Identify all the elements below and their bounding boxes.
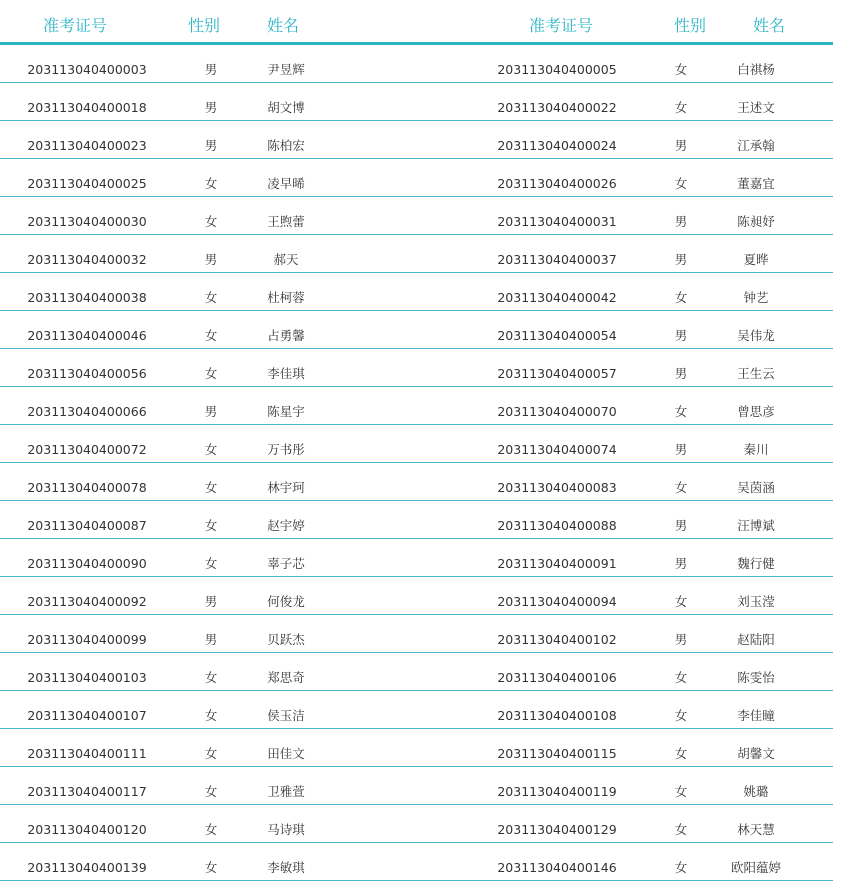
right-gender-cell: 男 bbox=[674, 556, 688, 571]
table-row bbox=[0, 501, 842, 539]
right-exam-id-cell: 203113040400108 bbox=[497, 708, 617, 723]
left-gender-cell: 男 bbox=[204, 100, 218, 115]
right-name-cell: 白祺杨 bbox=[737, 62, 775, 77]
right-name-cell: 夏晔 bbox=[743, 252, 769, 267]
left-name-cell: 李敏琪 bbox=[267, 860, 305, 875]
left-name-cell: 郝天 bbox=[273, 252, 299, 267]
table-row bbox=[0, 311, 842, 349]
right-gender-cell: 女 bbox=[674, 480, 688, 495]
table-row bbox=[0, 121, 842, 159]
left-exam-id-cell: 203113040400078 bbox=[27, 480, 147, 495]
left-gender-cell: 女 bbox=[204, 366, 218, 381]
right-name-cell: 江承翰 bbox=[737, 138, 775, 153]
right-exam-id-cell: 203113040400106 bbox=[497, 670, 617, 685]
right-name-cell: 陈雯怡 bbox=[737, 670, 775, 685]
right-gender-cell: 女 bbox=[674, 708, 688, 723]
right-name-cell: 林天慧 bbox=[737, 822, 775, 837]
right-name-cell: 董嘉宜 bbox=[737, 176, 775, 191]
right-exam-id-cell: 203113040400057 bbox=[497, 366, 617, 381]
right-name-cell: 欧阳蕴婷 bbox=[730, 860, 782, 875]
table-row bbox=[0, 691, 842, 729]
left-exam-id-cell: 203113040400038 bbox=[27, 290, 147, 305]
right-exam-id-cell: 203113040400129 bbox=[497, 822, 617, 837]
table-row bbox=[0, 615, 842, 653]
right-exam-id-cell: 203113040400088 bbox=[497, 518, 617, 533]
right-gender-cell: 男 bbox=[674, 632, 688, 647]
left-name-cell: 卫雅萱 bbox=[267, 784, 305, 799]
left-gender-cell: 女 bbox=[204, 290, 218, 305]
left-name-cell: 李佳琪 bbox=[267, 366, 305, 381]
left-name-cell: 陈柏宏 bbox=[267, 138, 305, 153]
left-exam-id-cell: 203113040400090 bbox=[27, 556, 147, 571]
table-row bbox=[0, 235, 842, 273]
right-name-cell: 赵陆阳 bbox=[737, 632, 775, 647]
left-name-cell: 郑思奇 bbox=[267, 670, 305, 685]
header-right-gender: 性别 bbox=[673, 16, 707, 35]
left-name-cell: 杜柯蓉 bbox=[267, 290, 305, 305]
left-gender-cell: 女 bbox=[204, 328, 218, 343]
left-exam-id-cell: 203113040400072 bbox=[27, 442, 147, 457]
left-gender-cell: 女 bbox=[204, 556, 218, 571]
right-name-cell: 刘玉滢 bbox=[737, 594, 775, 609]
right-exam-id-cell: 203113040400119 bbox=[497, 784, 617, 799]
right-name-cell: 陈昶妤 bbox=[737, 214, 775, 229]
right-exam-id-cell: 203113040400146 bbox=[497, 860, 617, 875]
left-exam-id-cell: 203113040400111 bbox=[27, 746, 147, 761]
left-exam-id-cell: 203113040400023 bbox=[27, 138, 147, 153]
right-gender-cell: 男 bbox=[674, 138, 688, 153]
table-header bbox=[0, 0, 842, 42]
left-gender-cell: 男 bbox=[204, 62, 218, 77]
left-gender-cell: 女 bbox=[204, 518, 218, 533]
left-gender-cell: 女 bbox=[204, 480, 218, 495]
left-gender-cell: 男 bbox=[204, 252, 218, 267]
table-row bbox=[0, 45, 842, 83]
table-row bbox=[0, 539, 842, 577]
left-gender-cell: 女 bbox=[204, 746, 218, 761]
left-name-cell: 王煦蕾 bbox=[267, 214, 305, 229]
header-right-name: 姓名 bbox=[752, 16, 786, 35]
right-gender-cell: 女 bbox=[674, 746, 688, 761]
right-name-cell: 钟艺 bbox=[743, 290, 769, 305]
left-name-cell: 林宇珂 bbox=[267, 480, 305, 495]
right-exam-id-cell: 203113040400026 bbox=[497, 176, 617, 191]
right-name-cell: 秦川 bbox=[743, 442, 769, 457]
left-exam-id-cell: 203113040400120 bbox=[27, 822, 147, 837]
right-name-cell: 胡馨文 bbox=[737, 746, 775, 761]
left-exam-id-cell: 203113040400103 bbox=[27, 670, 147, 685]
right-exam-id-cell: 203113040400094 bbox=[497, 594, 617, 609]
left-name-cell: 陈星宇 bbox=[267, 404, 305, 419]
right-name-cell: 李佳瞳 bbox=[737, 708, 775, 723]
right-gender-cell: 女 bbox=[674, 670, 688, 685]
right-gender-cell: 女 bbox=[674, 860, 688, 875]
left-exam-id-cell: 203113040400066 bbox=[27, 404, 147, 419]
right-gender-cell: 女 bbox=[674, 62, 688, 77]
right-gender-cell: 男 bbox=[674, 328, 688, 343]
left-exam-id-cell: 203113040400092 bbox=[27, 594, 147, 609]
left-name-cell: 辜子芯 bbox=[267, 556, 305, 571]
left-gender-cell: 女 bbox=[204, 860, 218, 875]
right-name-cell: 吴伟龙 bbox=[737, 328, 775, 343]
left-gender-cell: 女 bbox=[204, 442, 218, 457]
left-gender-cell: 女 bbox=[204, 176, 218, 191]
left-exam-id-cell: 203113040400107 bbox=[27, 708, 147, 723]
right-gender-cell: 男 bbox=[674, 366, 688, 381]
right-name-cell: 王述文 bbox=[737, 100, 775, 115]
right-exam-id-cell: 203113040400102 bbox=[497, 632, 617, 647]
right-gender-cell: 男 bbox=[674, 252, 688, 267]
left-name-cell: 贝跃杰 bbox=[267, 632, 305, 647]
left-gender-cell: 女 bbox=[204, 214, 218, 229]
left-gender-cell: 女 bbox=[204, 708, 218, 723]
right-gender-cell: 女 bbox=[674, 100, 688, 115]
table-row bbox=[0, 805, 842, 843]
left-exam-id-cell: 203113040400087 bbox=[27, 518, 147, 533]
left-exam-id-cell: 203113040400117 bbox=[27, 784, 147, 799]
table-row bbox=[0, 463, 842, 501]
right-exam-id-cell: 203113040400022 bbox=[497, 100, 617, 115]
left-exam-id-cell: 203113040400046 bbox=[27, 328, 147, 343]
left-exam-id-cell: 203113040400030 bbox=[27, 214, 147, 229]
right-exam-id-cell: 203113040400005 bbox=[497, 62, 617, 77]
left-name-cell: 尹昱辉 bbox=[267, 62, 305, 77]
left-name-cell: 侯玉洁 bbox=[267, 708, 305, 723]
left-exam-id-cell: 203113040400032 bbox=[27, 252, 147, 267]
left-exam-id-cell: 203113040400025 bbox=[27, 176, 147, 191]
left-name-cell: 何俊龙 bbox=[267, 594, 305, 609]
right-gender-cell: 男 bbox=[674, 214, 688, 229]
right-exam-id-cell: 203113040400024 bbox=[497, 138, 617, 153]
right-gender-cell: 女 bbox=[674, 176, 688, 191]
table-row bbox=[0, 767, 842, 805]
left-gender-cell: 男 bbox=[204, 404, 218, 419]
right-gender-cell: 女 bbox=[674, 594, 688, 609]
right-exam-id-cell: 203113040400042 bbox=[497, 290, 617, 305]
table-row bbox=[0, 273, 842, 311]
left-exam-id-cell: 203113040400056 bbox=[27, 366, 147, 381]
left-gender-cell: 男 bbox=[204, 594, 218, 609]
right-name-cell: 姚璐 bbox=[743, 784, 769, 799]
left-name-cell: 马诗琪 bbox=[267, 822, 305, 837]
right-exam-id-cell: 203113040400054 bbox=[497, 328, 617, 343]
left-exam-id-cell: 203113040400003 bbox=[27, 62, 147, 77]
left-exam-id-cell: 203113040400139 bbox=[27, 860, 147, 875]
right-name-cell: 曾思彦 bbox=[737, 404, 775, 419]
right-gender-cell: 女 bbox=[674, 822, 688, 837]
right-gender-cell: 男 bbox=[674, 518, 688, 533]
right-gender-cell: 女 bbox=[674, 404, 688, 419]
left-name-cell: 万书彤 bbox=[267, 442, 305, 457]
left-name-cell: 占勇馨 bbox=[267, 328, 305, 343]
right-name-cell: 吴茵涵 bbox=[737, 480, 775, 495]
right-exam-id-cell: 203113040400070 bbox=[497, 404, 617, 419]
right-exam-id-cell: 203113040400091 bbox=[497, 556, 617, 571]
header-right-exam-id: 准考证号 bbox=[528, 16, 594, 35]
table-row bbox=[0, 83, 842, 121]
right-gender-cell: 女 bbox=[674, 784, 688, 799]
left-name-cell: 胡文博 bbox=[267, 100, 305, 115]
left-exam-id-cell: 203113040400099 bbox=[27, 632, 147, 647]
left-name-cell: 田佳文 bbox=[267, 746, 305, 761]
right-exam-id-cell: 203113040400037 bbox=[497, 252, 617, 267]
table-row bbox=[0, 577, 842, 615]
right-name-cell: 王生云 bbox=[737, 366, 775, 381]
table-row bbox=[0, 349, 842, 387]
left-name-cell: 凌早晞 bbox=[267, 176, 305, 191]
table-row bbox=[0, 843, 842, 881]
right-gender-cell: 女 bbox=[674, 290, 688, 305]
table-row bbox=[0, 387, 842, 425]
table-row bbox=[0, 653, 842, 691]
left-name-cell: 赵宇婷 bbox=[267, 518, 305, 533]
table-body bbox=[0, 45, 842, 881]
left-gender-cell: 女 bbox=[204, 670, 218, 685]
right-exam-id-cell: 203113040400074 bbox=[497, 442, 617, 457]
left-gender-cell: 女 bbox=[204, 822, 218, 837]
right-exam-id-cell: 203113040400115 bbox=[497, 746, 617, 761]
header-left-gender: 性别 bbox=[187, 16, 221, 35]
header-left-name: 姓名 bbox=[266, 16, 300, 35]
left-gender-cell: 女 bbox=[204, 784, 218, 799]
table-row bbox=[0, 729, 842, 767]
right-name-cell: 魏行健 bbox=[737, 556, 775, 571]
right-exam-id-cell: 203113040400083 bbox=[497, 480, 617, 495]
table-row bbox=[0, 425, 842, 463]
table-row bbox=[0, 197, 842, 235]
right-gender-cell: 男 bbox=[674, 442, 688, 457]
left-gender-cell: 男 bbox=[204, 632, 218, 647]
left-exam-id-cell: 203113040400018 bbox=[27, 100, 147, 115]
header-left-exam-id: 准考证号 bbox=[42, 16, 108, 35]
right-name-cell: 汪博斌 bbox=[737, 518, 775, 533]
left-gender-cell: 男 bbox=[204, 138, 218, 153]
table-row bbox=[0, 159, 842, 197]
right-exam-id-cell: 203113040400031 bbox=[497, 214, 617, 229]
